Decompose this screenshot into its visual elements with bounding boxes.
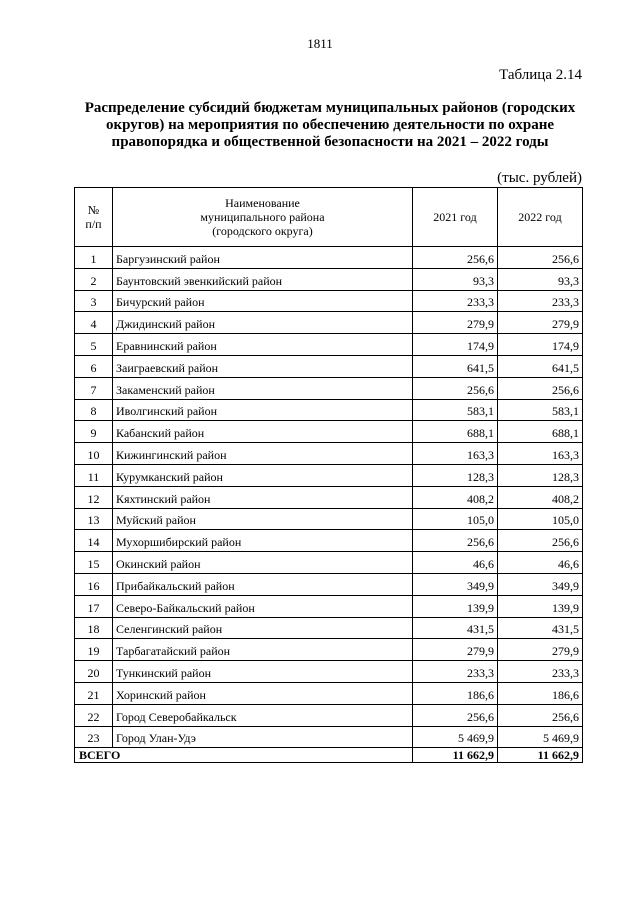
district-name: Джидинский район: [113, 312, 413, 334]
table-row: [75, 247, 583, 269]
table-row: [75, 682, 583, 704]
district-name: Кабанский район: [113, 421, 413, 443]
table-row: [75, 726, 583, 748]
value-2022: 5 469,9: [498, 726, 583, 748]
value-2022: 105,0: [498, 508, 583, 530]
value-2022: 128,3: [498, 464, 583, 486]
value-2021: 186,6: [413, 682, 498, 704]
district-name: Еравнинский район: [113, 334, 413, 356]
row-number: 23: [75, 726, 113, 748]
value-2022: 431,5: [498, 617, 583, 639]
value-2021: 128,3: [413, 464, 498, 486]
value-2021: 256,6: [413, 247, 498, 269]
row-number: 12: [75, 486, 113, 508]
value-2021: 174,9: [413, 334, 498, 356]
value-2022: 256,6: [498, 704, 583, 726]
table-row: [75, 399, 583, 421]
total-2021: 11 662,9: [413, 748, 498, 763]
value-2021: 408,2: [413, 486, 498, 508]
row-number: 8: [75, 399, 113, 421]
value-2021: 46,6: [413, 552, 498, 574]
row-number: 1: [75, 247, 113, 269]
table-row: [75, 486, 583, 508]
row-number: 3: [75, 290, 113, 312]
value-2021: 641,5: [413, 355, 498, 377]
row-number: 7: [75, 377, 113, 399]
row-number: 17: [75, 595, 113, 617]
table-row: [75, 661, 583, 683]
district-name: Тарбагатайский район: [113, 639, 413, 661]
district-name: Курумканский район: [113, 464, 413, 486]
table-row: [75, 573, 583, 595]
value-2021: 688,1: [413, 421, 498, 443]
value-2022: 233,3: [498, 661, 583, 683]
district-name: Город Северобайкальск: [113, 704, 413, 726]
value-2022: 279,9: [498, 639, 583, 661]
value-2021: 139,9: [413, 595, 498, 617]
total-row: [75, 748, 583, 763]
units-label: (тыс. рублей): [497, 170, 582, 186]
value-2021: 163,3: [413, 443, 498, 465]
header-name: Наименование муниципального района (городского округа): [113, 188, 413, 247]
district-name: Бичурский район: [113, 290, 413, 312]
row-number: 4: [75, 312, 113, 334]
header-2021: 2021 год: [413, 188, 498, 247]
table-row: [75, 639, 583, 661]
value-2022: 93,3: [498, 268, 583, 290]
value-2021: 279,9: [413, 639, 498, 661]
value-2021: 349,9: [413, 573, 498, 595]
value-2022: 256,6: [498, 377, 583, 399]
district-name: Кяхтинский район: [113, 486, 413, 508]
value-2022: 46,6: [498, 552, 583, 574]
table-row: [75, 268, 583, 290]
total-label: ВСЕГО: [75, 748, 413, 763]
total-2022: 11 662,9: [498, 748, 583, 763]
table-row: [75, 377, 583, 399]
row-number: 22: [75, 704, 113, 726]
district-name: Муйский район: [113, 508, 413, 530]
table-label: Таблица 2.14: [499, 67, 582, 83]
row-number: 21: [75, 682, 113, 704]
value-2022: 233,3: [498, 290, 583, 312]
table-row: [75, 464, 583, 486]
row-number: 20: [75, 661, 113, 683]
value-2021: 279,9: [413, 312, 498, 334]
header-row: [75, 188, 583, 247]
value-2022: 186,6: [498, 682, 583, 704]
row-number: 5: [75, 334, 113, 356]
value-2021: 256,6: [413, 377, 498, 399]
table-row: [75, 617, 583, 639]
value-2021: 256,6: [413, 530, 498, 552]
row-number: 2: [75, 268, 113, 290]
table-row: [75, 290, 583, 312]
value-2022: 349,9: [498, 573, 583, 595]
value-2021: 583,1: [413, 399, 498, 421]
district-name: Баргузинский район: [113, 247, 413, 269]
row-number: 6: [75, 355, 113, 377]
district-name: Окинский район: [113, 552, 413, 574]
row-number: 19: [75, 639, 113, 661]
value-2022: 408,2: [498, 486, 583, 508]
row-number: 11: [75, 464, 113, 486]
value-2021: 93,3: [413, 268, 498, 290]
district-name: Иволгинский район: [113, 399, 413, 421]
value-2022: 688,1: [498, 421, 583, 443]
table-row: [75, 595, 583, 617]
value-2021: 233,3: [413, 661, 498, 683]
district-name: Прибайкальский район: [113, 573, 413, 595]
district-name: Закаменский район: [113, 377, 413, 399]
district-name: Город Улан-Удэ: [113, 726, 413, 748]
header-num: № п/п: [75, 188, 113, 247]
value-2022: 163,3: [498, 443, 583, 465]
row-number: 10: [75, 443, 113, 465]
table-row: [75, 355, 583, 377]
row-number: 13: [75, 508, 113, 530]
value-2022: 583,1: [498, 399, 583, 421]
value-2022: 279,9: [498, 312, 583, 334]
value-2021: 233,3: [413, 290, 498, 312]
table-row: [75, 552, 583, 574]
row-number: 9: [75, 421, 113, 443]
value-2022: 641,5: [498, 355, 583, 377]
row-number: 14: [75, 530, 113, 552]
district-name: Тункинский район: [113, 661, 413, 683]
table-row: [75, 704, 583, 726]
district-name: Хоринский район: [113, 682, 413, 704]
table-row: [75, 312, 583, 334]
district-name: Баунтовский эвенкийский район: [113, 268, 413, 290]
value-2021: 105,0: [413, 508, 498, 530]
page-number: 1811: [307, 36, 333, 51]
table-row: [75, 530, 583, 552]
value-2021: 431,5: [413, 617, 498, 639]
value-2022: 256,6: [498, 530, 583, 552]
table-row: [75, 508, 583, 530]
district-name: Северо-Байкальский район: [113, 595, 413, 617]
value-2021: 5 469,9: [413, 726, 498, 748]
district-name: Селенгинский район: [113, 617, 413, 639]
row-number: 15: [75, 552, 113, 574]
table-row: [75, 421, 583, 443]
subsidy-table: [74, 187, 583, 763]
district-name: Мухоршибирский район: [113, 530, 413, 552]
value-2022: 139,9: [498, 595, 583, 617]
table-title: Распределение субсидий бюджетам муниципальных районов (городских округов) на мероприятия по обеспечению деятельности по охране правопорядка и общественной безопасности на 2021 – 2022 годы: [84, 100, 576, 150]
value-2022: 174,9: [498, 334, 583, 356]
table-row: [75, 334, 583, 356]
table-row: [75, 443, 583, 465]
value-2022: 256,6: [498, 247, 583, 269]
value-2021: 256,6: [413, 704, 498, 726]
header-2022: 2022 год: [498, 188, 583, 247]
row-number: 18: [75, 617, 113, 639]
district-name: Заиграевский район: [113, 355, 413, 377]
row-number: 16: [75, 573, 113, 595]
district-name: Кижингинский район: [113, 443, 413, 465]
